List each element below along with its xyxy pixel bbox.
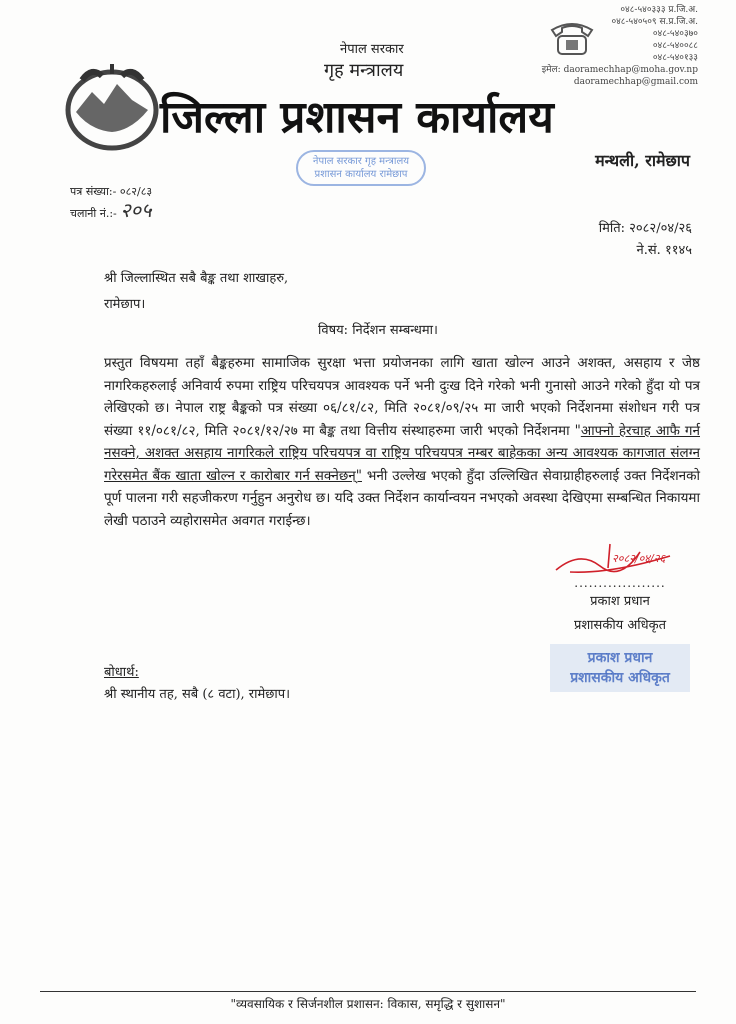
signatory-designation: प्रशासकीय अधिकृत <box>573 618 667 633</box>
officer-name-stamp <box>550 644 690 692</box>
signature-date: २०८२/०४/२६ <box>612 552 666 565</box>
quoted-directive: आफ्नो हेरचाह आफै गर्न नसक्ने, अशक्त असहाय नागरिकले राष्ट्रिय परिचयपत्र वा राष्ट्रिय परिचयपत्र नम्बर बाहेकका अन्य आवश्यक कागजात संलग्न गरेरसमेत बैंक खाता खोल्न र कारोबार गर्न सक्नेछन्" <box>104 422 700 484</box>
cc-label: बोधार्थ: <box>104 665 139 680</box>
body-text: प्रस्तुत विषयमा तहाँ बैङ्कहरुमा सामाजिक सुरक्षा भत्ता प्रयोजनका लागि खाता खोल्न आउने अशक्त, असहाय र जेष्ठ नागरिकहरुलाई अनिवार्य रुपमा राष्ट्रिय परिचयपत्र आवश्यक पर्ने भनी दुःख दिने गरेको भनी गुनासो आउने गरेको हुँदा यो पत्र लेखिएको छ। नेपाल राष्ट्र बैङ्कको पत्र संख्या ०६/८१/८२, मिति २०८१/०९/२५ मा जारी भएको निर्देशनमा संशोधन गरी पत्र संख्या ११/०८१/८२, मिति २०८१/१२/२७ मा बैङ्क तथा वित्तीय संस्थाहरुमा जारी भएको निर्देशनमा " <box>104 355 700 439</box>
addressee-line: श्री जिल्लास्थित सबै बैङ्क तथा शाखाहरु, <box>104 271 289 286</box>
office-location: मन्थली, रामेछाप <box>595 151 690 170</box>
body-text: भनी उल्लेख भएको हुँदा उल्लिखित सेवाग्राहीहरुलाई उक्त निर्देशनको पूर्ण पालना गरी सहजीकरण गर्नुहुन अनुरोध छ। यदि उक्त निर्देशन कार्यान्वयन नभएको अवस्था देखिएमा सम्बन्धित निकायमा लेखी पठाउने व्यहोरासमेत अवगत गराईन्छ। <box>104 467 700 529</box>
phone-number: ०४८-५४०५०९ स.प्र.जि.अ. <box>611 17 698 27</box>
body-paragraph <box>104 352 700 532</box>
contact-block <box>542 4 698 88</box>
office-title: जिल्ला प्रशासन कार्यालय <box>160 92 554 143</box>
government-name: नेपाल सरकार <box>340 42 404 57</box>
cc-recipient: श्री स्थानीय तह, सबै (८ वटा), रामेछाप। <box>104 687 291 702</box>
phone-number: ०४८-५४००८८ <box>652 41 698 51</box>
signature-block <box>540 542 700 692</box>
handwritten-signature <box>550 542 690 576</box>
email-address: daoramechhap@moha.gov.np <box>563 65 698 75</box>
addressee-line: रामेछाप। <box>104 297 146 312</box>
phone-number: ०४८-५४०३३३ प्र.जि.अ. <box>620 5 698 15</box>
addressee <box>104 266 288 318</box>
subject-line: विषय: निर्देशन सम्बन्धमा। <box>318 323 438 338</box>
ministry-name: गृह मन्त्रालय <box>324 60 404 81</box>
phone-number: ०४८-५४०१३३ <box>652 53 698 63</box>
reference-block <box>70 183 152 223</box>
date-label: मिति: <box>598 221 626 236</box>
email-label: इमेल: <box>541 65 561 75</box>
letter-content <box>104 352 700 706</box>
footer-divider <box>40 991 696 992</box>
office-seal-stamp: नेपाल सरकार गृह मन्त्रालय प्रशासन कार्यालय रामेछाप <box>296 150 426 186</box>
nepal-sambat: ने.सं. ११४५ <box>636 243 692 258</box>
footer-slogan: "व्यवसायिक र सिर्जनशील प्रशासन: विकास, समृद्धि र सुशासन" <box>230 997 506 1011</box>
dispatch-number: २०५ <box>120 198 152 222</box>
dispatch-number-label: चलानी नं.:- <box>70 207 117 220</box>
letter-number: ०८२/८३ <box>119 185 153 198</box>
stamp-name: प्रकाश प्रधान <box>587 650 653 666</box>
cc-block <box>104 662 504 706</box>
signatory-name: प्रकाश प्रधान <box>590 594 650 609</box>
date-value: २०८२/०४/२६ <box>629 221 692 236</box>
nepal-emblem-logo <box>62 60 162 152</box>
date-block <box>599 218 692 262</box>
email-address: daoramechhap@gmail.com <box>573 77 698 87</box>
phone-number: ०४८-५४०३७० <box>652 29 698 39</box>
signature-line: ................... <box>574 576 666 590</box>
stamp-designation: प्रशासकीय अधिकृत <box>570 670 670 686</box>
letter-number-label: पत्र संख्या:- <box>70 185 117 198</box>
